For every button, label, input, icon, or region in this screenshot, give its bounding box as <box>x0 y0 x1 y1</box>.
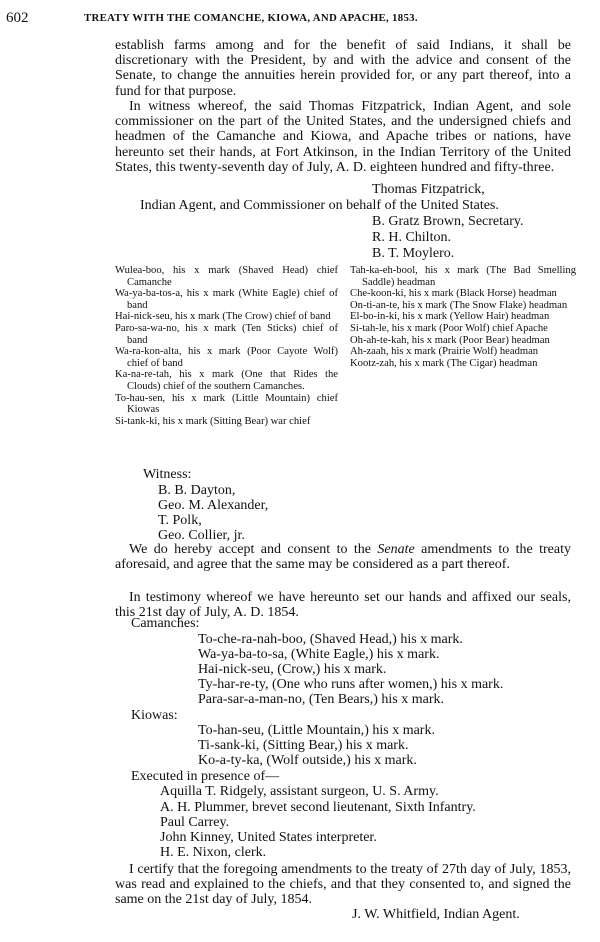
final-signature: J. W. Whitfield, Indian Agent. <box>352 907 520 922</box>
executed-witness: Paul Carrey. <box>160 815 230 830</box>
signer-name: Thomas Fitzpatrick, <box>372 182 485 197</box>
kiowas-label: Kiowas: <box>131 708 178 723</box>
mark-entry: Oh-ah-te-kah, his x mark (Poor Bear) headman <box>350 334 550 346</box>
signer-moylero: B. T. Moylero. <box>372 246 455 261</box>
mark-entry: Wa-ya-ba-tos-a, his x mark (White Eagle) chief of band <box>115 288 338 311</box>
witness-name: B. B. Dayton, <box>158 483 236 498</box>
mark-entry: Ah-zaah, his x mark (Prairie Wolf) headman <box>350 346 539 358</box>
mark-entry: Hai-nick-seu, his x mark (The Crow) chief of band <box>115 311 331 323</box>
page-number: 602 <box>6 10 29 26</box>
mark-entry: Wulea-boo, his x mark (Shaved Head) chief Camanche <box>115 265 338 288</box>
camanche-signer: Wa-ya-ba-to-sa, (White Eagle,) his x mark. <box>198 647 440 662</box>
mark-entry: Che-koon-ki, his x mark (Black Horse) headman <box>350 288 557 300</box>
mark-entry: Kootz-zah, his x mark (The Cigar) headman <box>350 357 538 369</box>
camanche-signer: Hai-nick-seu, (Crow,) his x mark. <box>198 662 387 677</box>
mark-entry: On-ti-an-te, his x mark (The Snow Flake) headman <box>350 299 568 311</box>
kiowa-signer: To-han-seu, (Little Mountain,) his x mark. <box>198 723 435 738</box>
executed-witness: H. E. Nixon, clerk. <box>160 845 267 860</box>
paragraph-witness-whereof: In witness whereof, the said Thomas Fitzpatrick, Indian Agent, and sole commissioner on the part of the United States, and the undersigned chiefs and headmen of the Camanche and Kiowa, and Apache tribes or nations, have hereunto set their hands, at Fort Atkinson, in the Indian Territory of the United States, this twenty-seventh day of July, A. D. eighteen hundred and fifty-three. <box>115 99 571 175</box>
executed-witness: John Kinney, United States interpreter. <box>160 830 377 845</box>
mark-entry: Paro-sa-wa-no, his x mark (Ten Sticks) chief of band <box>115 322 338 346</box>
secretary-name: B. Gratz Brown, Secretary. <box>372 214 524 229</box>
executed-witness: Aquilla T. Ridgely, assistant surgeon, U. S. Army. <box>160 784 439 799</box>
witness-name: Geo. Collier, jr. <box>158 528 245 543</box>
camanches-label: Camanches: <box>131 616 200 631</box>
executed-label: Executed in presence of— <box>131 769 280 784</box>
mark-entry: Wa-ra-kon-alta, his x mark (Poor Cayote Wolf) chief of band <box>115 346 338 369</box>
kiowa-signer: Ko-a-ty-ka, (Wolf outside,) his x mark. <box>198 753 417 768</box>
mark-entry: Ka-na-re-tah, his x mark (One that Rides the Clouds) chief of the southern Camanches. <box>115 369 338 392</box>
paragraph-senate-amendments: We do hereby accept and consent to the Senate amendments to the treaty aforesaid, and agree that the same may be considered as a part thereof. <box>115 542 571 573</box>
marks-left-column <box>115 265 338 427</box>
paragraph-testimony: In testimony whereof we have hereunto set our hands and affixed our seals, this 21st day of July, A. D. 1854. <box>115 590 571 621</box>
signer-title: Indian Agent, and Commissioner on behalf of the United States. <box>140 198 499 213</box>
running-title: TREATY WITH THE COMANCHE, KIOWA, AND APACHE, 1853. <box>84 12 418 24</box>
marks-right-column <box>350 265 576 369</box>
mark-entry: Tah-ka-eh-bool, his x mark (The Bad Smelling Saddle) headman <box>350 265 576 288</box>
mark-entry: Si-tah-le, his x mark (Poor Wolf) chief Apache <box>350 322 548 334</box>
paragraph-certification: I certify that the foregoing amendments to the treaty of 27th day of July, 1853, was read and explained to the chiefs, and that they consented to, and signed the same on the 21st day of July, 1854. <box>115 862 571 908</box>
mark-entry: Si-tank-ki, his x mark (Sitting Bear) war chief <box>115 415 311 427</box>
kiowa-signer: Ti-sank-ki, (Sitting Bear,) his x mark. <box>198 738 409 753</box>
mark-entry: To-hau-sen, his x mark (Little Mountain) chief Kiowas <box>115 392 338 416</box>
witness-label: Witness: <box>143 467 192 482</box>
executed-witness: A. H. Plummer, brevet second lieutenant, Sixth Infantry. <box>160 800 476 815</box>
page-header <box>6 10 590 28</box>
camanche-signer: To-che-ra-nah-boo, (Shaved Head,) his x mark. <box>198 632 463 647</box>
witness-name: Geo. M. Alexander, <box>158 498 269 513</box>
witness-name: T. Polk, <box>158 513 202 528</box>
camanche-signer: Para-sar-a-man-no, (Ten Bears,) his x mark. <box>198 692 444 707</box>
mark-entry: El-bo-in-ki, his x mark (Yellow Hair) headman <box>350 311 550 323</box>
camanche-signer: Ty-har-re-ty, (One who runs after women,) his x mark. <box>198 677 504 692</box>
paragraph-farms: establish farms among and for the benefit of said Indians, it shall be discretionary with the President, by and with the advice and consent of the Senate, to change the annuities herein provided for, or any part thereof, into a fund for that purpose. <box>115 38 571 99</box>
signer-chilton: R. H. Chilton. <box>372 230 451 245</box>
